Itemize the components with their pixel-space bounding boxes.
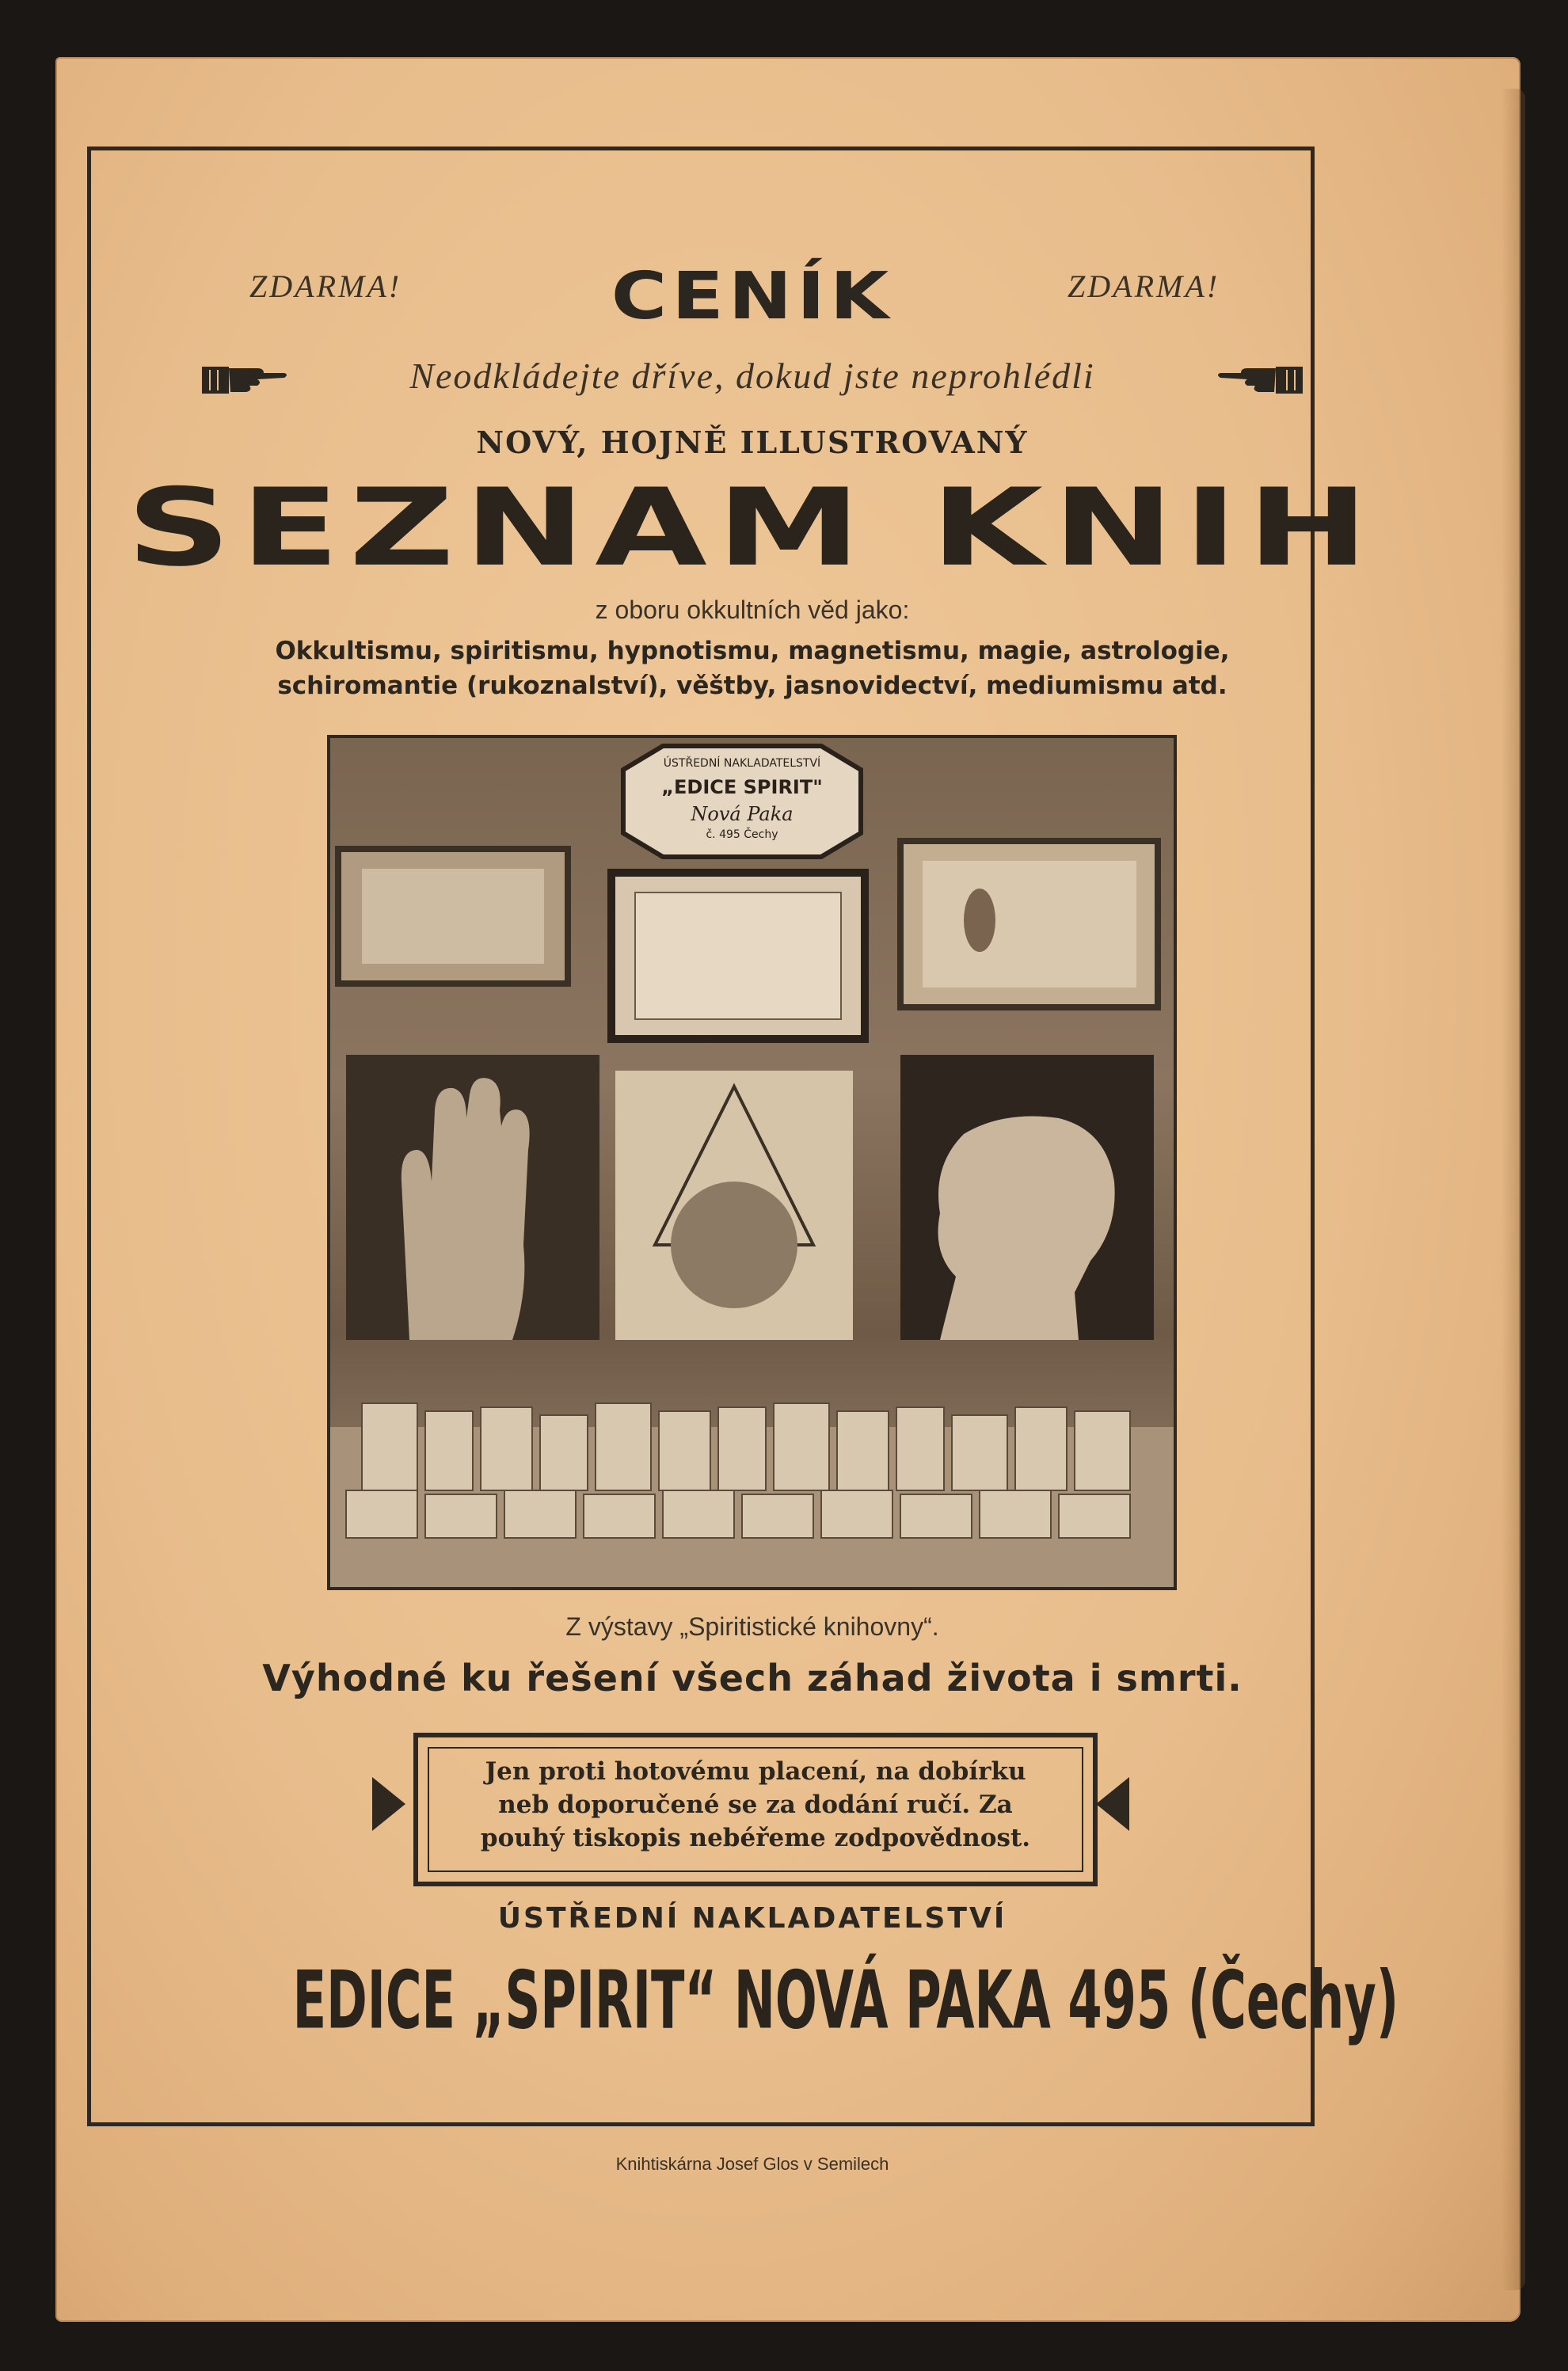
publisher-name: EDICE „SPIRIT“ NOVÁ PAKA 495 (Čechy) [292, 1954, 1399, 2047]
tagline: Neodkládejte dříve, dokud jste neprohlédli [409, 356, 1095, 396]
notice-line-1: Jen proti hotovému placení, na dobírku [485, 1757, 1026, 1786]
sign-line-2: „EDICE SPIRIT" [661, 776, 823, 798]
sign-line-3: Nová Paka [691, 803, 794, 825]
sign-line-1: ÚSTŘEDNÍ NAKLADATELSTVÍ [663, 757, 821, 770]
printer-credit: Knihtiskárna Josef Glos v Semilech [615, 2154, 889, 2174]
pointing-hand-left-icon [1216, 359, 1303, 400]
free-label-left: ZDARMA! [249, 268, 402, 304]
field-intro: z oboru okkultních věd jako: [595, 596, 910, 624]
photo-caption: Z výstavy „Spiritistické knihovny“. [565, 1612, 939, 1641]
exhibition-photo [327, 735, 1177, 1590]
topics-line-1: Okkultismu, spiritismu, hypnotismu, magnetismu, magie, astrologie, [275, 637, 1230, 665]
free-label-right: ZDARMA! [1068, 268, 1220, 304]
arrow-right-icon [372, 1777, 405, 1831]
notice-line-2: neb doporučené se za dodání ručí. Za [498, 1791, 1013, 1819]
pointing-hand-right-icon [202, 359, 289, 400]
notice-box [413, 1733, 1098, 1886]
exhibition-photo-illustration [330, 738, 1174, 1587]
arrow-left-icon [1096, 1777, 1129, 1831]
subheading: NOVÝ, HOJNĚ ILLUSTROVANÝ [476, 424, 1029, 460]
publisher-label: ÚSTŘEDNÍ NAKLADATELSTVÍ [497, 1902, 1007, 1935]
notice-line-3: pouhý tiskopis nebéřeme zodpovědnost. [480, 1824, 1031, 1852]
slogan: Výhodné ku řešení všech záhad života i smrti. [262, 1657, 1243, 1699]
main-title: SEZNAM KNIH [126, 466, 1379, 591]
page-title: CENÍK [611, 258, 894, 334]
sign-line-4: č. 495 Čechy [706, 828, 778, 841]
topics-line-2: schiromantie (rukoznalství), věštby, jasnovidectví, mediumismu atd. [277, 672, 1227, 700]
